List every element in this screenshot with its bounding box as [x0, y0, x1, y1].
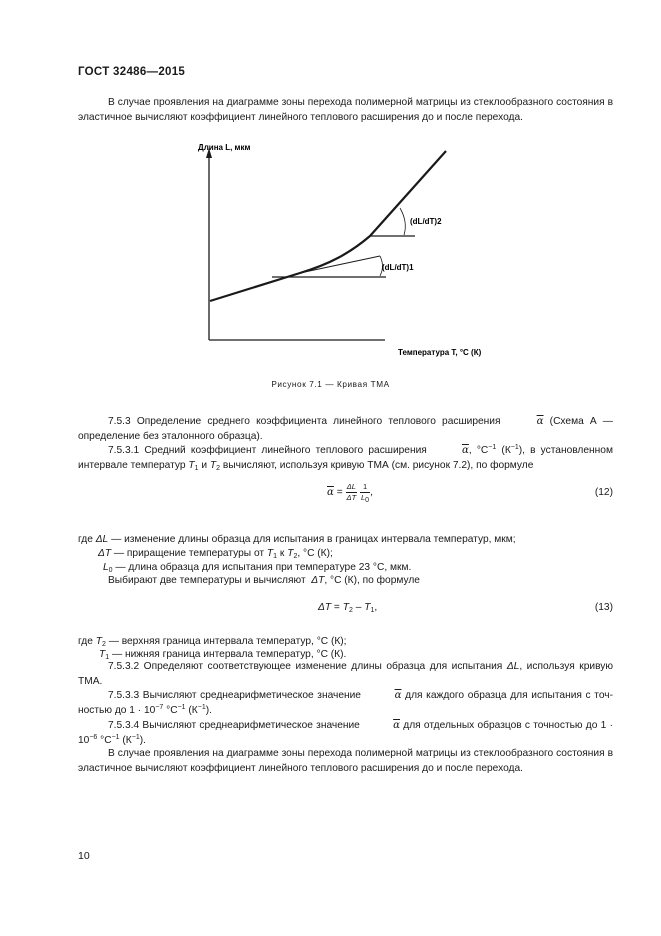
closing-paragraph: В случае проявления на диаграмме зоны перехода полимерной матрицы из стеклообразного состояния в эластичное вычисляют коэффициент линейного теплового расширения до и после перехода.	[78, 748, 613, 774]
equation-number-13: (13)	[594, 602, 613, 613]
section-7-5-3-2: 7.5.3.2 Определяют соответствующее изменение длины образца для испытания ΔL, используя кривую ТМА.	[78, 661, 613, 687]
tangent-line-1	[300, 256, 380, 273]
where-dL: где ΔL — изменение длины образца для испытания в границах интервала температур, мкм;	[78, 534, 516, 545]
section-7-5-3-1: 7.5.3.1 Средний коэффициент линейного теплового расширения $\overline{\alpha}$, $^\circ С^{-1}$ $(К^{-1})$, в установленном интервале температур $T_1$ и $T_2$ вычисляют, используя кривую ТМА (см. рисунок 7.2), по формуле	[78, 444, 613, 472]
intro-paragraph: В случае проявления на диаграмме зоны перехода полимерной матрицы из стеклообразного состояния в эластичное вычисляют коэффициент линейного теплового расширения до и после перехода.	[78, 97, 613, 123]
where-L0: $L_0$ — длина образца для испытания при температуре 23 °С, мкм.	[103, 562, 412, 574]
slope-label-1: (dL/dT)1	[382, 263, 414, 272]
tma-curve	[210, 151, 446, 301]
angle-arc-2	[400, 208, 405, 235]
formula-12: $\overline{\alpha}$ = $\frac{\Delta L}{\Delta T}$ $\frac{1}{L_0}$ ,	[327, 482, 373, 504]
where-T1: $T_1$ — нижняя граница интервала температур, °С (К).	[99, 649, 347, 661]
section-7-5-3-4: 7.5.3.4 Вычисляют среднеарифметическое значение $\overline{\alpha}$ для отдельных образцов с точностью до $1 \cdot 10^{-6}$ $^\circ С^{-1}$ $(К^{-1})$.	[78, 720, 613, 746]
formula-13: $\Delta T = T_2 - T_1$,	[318, 602, 378, 614]
document-header: ГОСТ 32486—2015	[78, 66, 186, 78]
equation-number-12: (12)	[594, 487, 613, 498]
figure-caption: Рисунок 7.1 — Кривая ТМА	[271, 380, 390, 389]
page-number: 10	[78, 850, 90, 862]
tma-curve-figure	[180, 138, 520, 368]
x-axis-label: Температура T, °С (К)	[398, 348, 482, 357]
where-dT: ΔT — приращение температуры от $T_1$ к $T_2$, °С (К);	[98, 548, 333, 560]
slope-label-2: (dL/dT)2	[410, 217, 442, 226]
section-7-5-3-3: 7.5.3.3 Вычисляют среднеарифметическое значение $\overline{\alpha}$ для каждого образца для испытания с точ- ностью до $1 \cdot 10^{-7}$ $^\circ С^{-1}$ $(К^{-1})$.	[78, 690, 613, 716]
y-axis-label: Длина L, мкм	[198, 143, 251, 152]
choose-temperatures-line: Выбирают две температуры и вычисляют ΔT, °С (К), по формуле	[108, 575, 420, 586]
where-T2: где $T_2$ — верхняя граница интервала температур, °С (К);	[78, 636, 347, 648]
section-7-5-3: 7.5.3 Определение среднего коэффициента линейного теплового расширения $\overline{\alpha}$ (Схема А — определение без эталонного образца).	[78, 416, 613, 442]
